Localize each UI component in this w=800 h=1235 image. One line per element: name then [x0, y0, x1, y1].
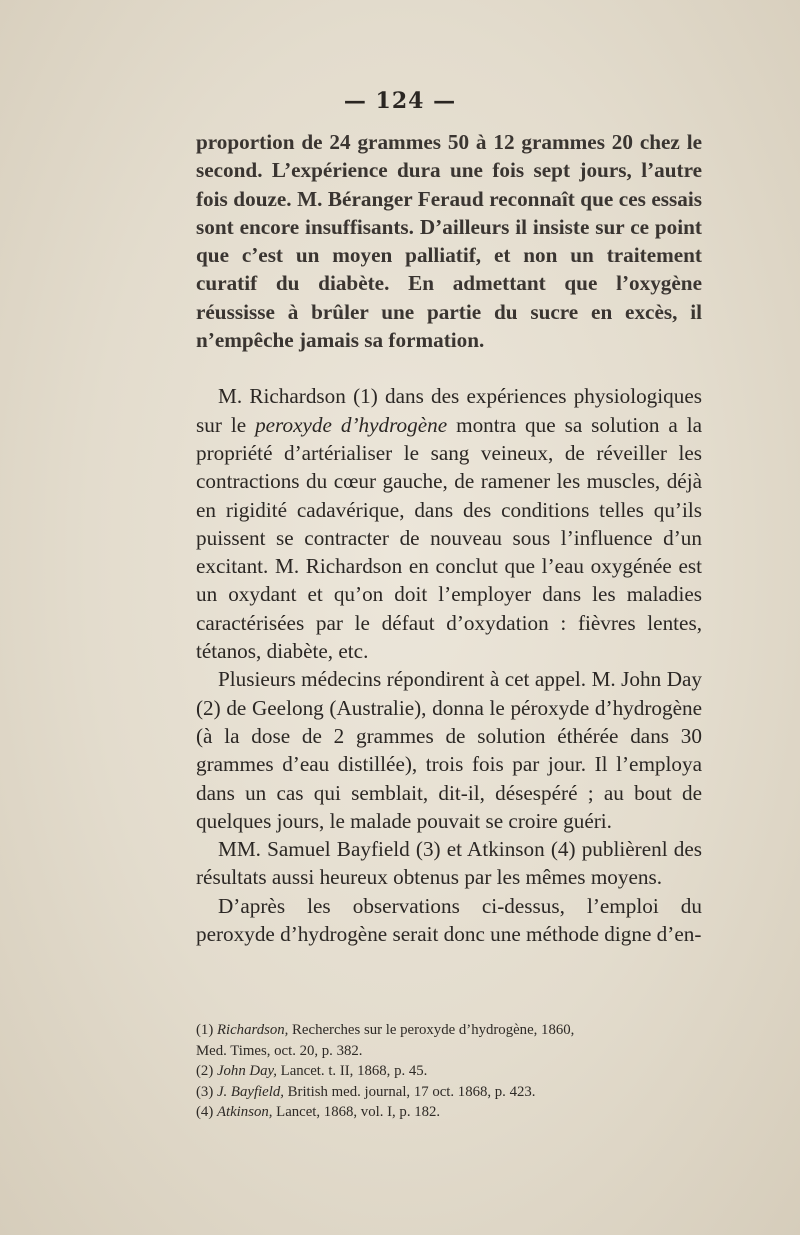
- footnote-1-continuation: Med. Times, oct. 20, p. 382.: [196, 1042, 363, 1059]
- footnote-3-author: J. Bayfield,: [216, 1083, 284, 1100]
- footnotes: [196, 1020, 702, 1123]
- footnote-3: [196, 1082, 702, 1103]
- paragraph-4: MM. Samuel Bayfield (3) et Atkinson (4) publièrenl des résultats aussi heureux obtenus par les mêmes moyens.: [196, 837, 702, 890]
- footnote-1: [196, 1020, 702, 1041]
- footnote-1-text: Recherches sur le peroxyde d’hydrogène, 1860,: [288, 1022, 575, 1038]
- paragraph-2: [196, 382, 702, 665]
- footnote-3-number: (3): [196, 1083, 214, 1100]
- footnote-3-text: British med. journal, 17 oct. 1868, p. 423.: [283, 1083, 536, 1100]
- paragraph-2-end: montra que sa solution a la propriété d’artérialiser le sang veineux, de réveiller les contractions du cœur gauche, de ramener les muscles, déjà en rigidité cadavérique, dans des conditions telles qu’ils puissent se contracter de nouveau sous l’influence d’un excitant. M. Richardson en conclut que l’eau oxygénée est un oxydant et qu’on doit l’employer dans les maladies caractérisées par le défaut d’oxydation : fièvres lentes, tétanos, diabète, etc.: [196, 412, 703, 664]
- footnote-2: [196, 1061, 702, 1082]
- paragraph-5: D’après les observations ci-dessus, l’emploi du peroxyde d’hydrogène serait donc une méthode digne d’en-: [196, 893, 702, 947]
- page-number: — 124 —: [343, 88, 457, 114]
- paragraph-1: proportion de 24 grammes 50 à 12 grammes 20 chez le second. L’expérience dura une fois sept jours, l’autre fois douze. M. Béranger Feraud reconnaît que ces essais sont encore insuffisants. D’ailleurs il insiste sur ce point que c’est un moyen palliatif, et non un traitement curatif du diabète. En admettant que l’oxygène réussisse à brûler une partie du sucre en excès, il n’empêche jamais sa formation.: [196, 130, 702, 353]
- footnote-1-author: Richardson,: [216, 1022, 289, 1038]
- paragraph-3: Plusieurs médecins répondirent à cet appel. M. John Day (2) de Geelong (Australie), donna le péroxyde d’hydrogène (à la dose de 2 grammes de solution éthérée dans 30 grammes d’eau distillée), trois fois par jour. Il l’employa dans un cas qui semblait, dit-il, désespéré ; au bout de quelques jours, le malade pouvait se croire guéri.: [196, 667, 702, 833]
- footnote-4: [196, 1102, 702, 1123]
- paragraph-2-start: M. Richardson (1) dans des expériences physiologiques sur le: [196, 384, 702, 437]
- footnote-4-author: Atkinson,: [216, 1104, 273, 1120]
- footnote-4-number: (4): [196, 1104, 214, 1120]
- footnote-4-text: Lancet, 1868, vol. I, p. 182.: [272, 1104, 441, 1120]
- footnote-2-author: John Day,: [216, 1063, 277, 1079]
- footnote-2-number: (2): [196, 1063, 214, 1079]
- footnote-2-text: Lancet. t. II, 1868, p. 45.: [276, 1063, 428, 1079]
- paragraph-2-emphasis: peroxyde d’hydrogène: [255, 412, 448, 437]
- footnote-1-number: (1): [196, 1022, 214, 1038]
- main-text: [196, 128, 702, 948]
